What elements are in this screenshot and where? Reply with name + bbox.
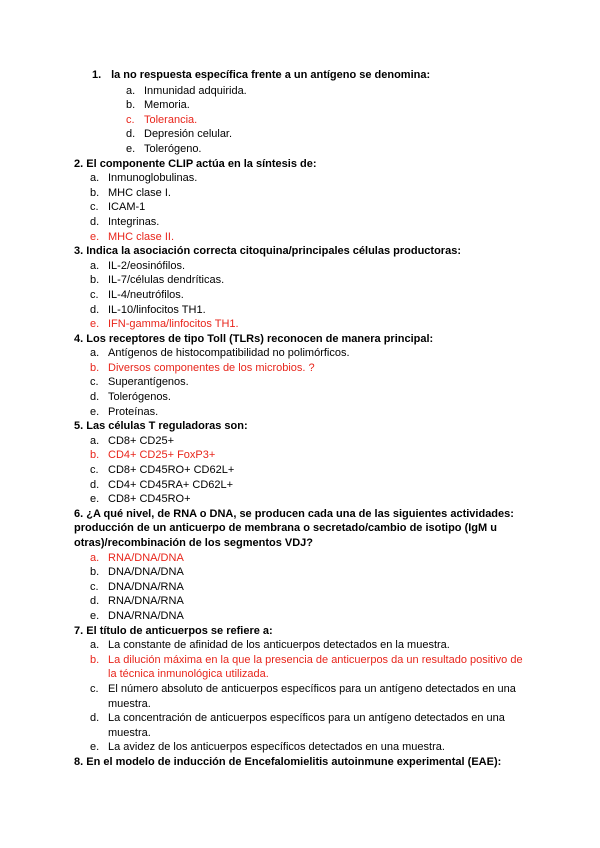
option-list bbox=[0, 434, 600, 507]
option-letter: c. bbox=[90, 376, 99, 389]
option-list bbox=[0, 551, 600, 624]
option-letter: d. bbox=[90, 215, 100, 228]
option-text: CD8+ CD45RO+ CD62L+ bbox=[108, 464, 235, 477]
option-item bbox=[0, 186, 600, 201]
option-item bbox=[0, 98, 600, 113]
option-text: Memoria. bbox=[144, 99, 190, 112]
question-block bbox=[0, 157, 600, 245]
option-letter: c. bbox=[90, 288, 99, 301]
option-letter: a. bbox=[90, 639, 100, 652]
question-number: 3. bbox=[74, 245, 84, 258]
option-text: RNA/DNA/RNA bbox=[108, 595, 184, 608]
question-text: En el modelo de inducción de Encefalomielitis autoinmune experimental (EAE): bbox=[86, 755, 502, 768]
option-letter: b. bbox=[90, 186, 100, 199]
question-text: El componente CLIP actúa en la síntesis de: bbox=[86, 157, 317, 170]
option-text: IL-10/linfocitos TH1. bbox=[108, 303, 206, 316]
option-item bbox=[0, 259, 600, 274]
option-letter: d. bbox=[90, 391, 100, 404]
option-text: Tolerógenos. bbox=[108, 391, 171, 404]
option-text: Inmunidad adquirida. bbox=[144, 84, 247, 97]
option-item bbox=[0, 200, 600, 215]
question-block bbox=[0, 244, 600, 332]
option-letter: d. bbox=[90, 712, 100, 725]
option-text: IL-7/células dendríticas. bbox=[108, 274, 225, 287]
question-text: ¿A qué nivel, de RNA o DNA, se producen cada una de las siguientes actividades: producción de un anticuerpo de membrana o secretado/cambio de isotipo (IgM u otras)/recombinación de los segmentos VDJ? bbox=[74, 507, 514, 549]
option-letter: a. bbox=[90, 259, 100, 272]
option-text: Superantígenos. bbox=[108, 376, 189, 389]
option-item bbox=[0, 478, 600, 493]
question-text: Indica la asociación correcta citoquina/principales células productoras: bbox=[86, 245, 461, 258]
question-text: Los receptores de tipo Toll (TLRs) reconocen de manera principal: bbox=[86, 332, 434, 345]
question-number: 4. bbox=[74, 332, 84, 345]
question-number: 7. bbox=[74, 624, 84, 637]
option-text: IL-2/eosinófilos. bbox=[108, 259, 186, 272]
option-letter: e. bbox=[126, 142, 136, 155]
option-text: Inmunoglobulinas. bbox=[108, 172, 198, 185]
option-item bbox=[0, 434, 600, 449]
question-block bbox=[0, 332, 600, 420]
question-block bbox=[0, 68, 600, 157]
question-heading bbox=[0, 244, 600, 259]
option-item bbox=[0, 215, 600, 230]
exam-document bbox=[0, 68, 600, 770]
question-text: la no respuesta específica frente a un antígeno se denomina: bbox=[111, 69, 431, 81]
option-item bbox=[0, 740, 600, 755]
option-item bbox=[0, 303, 600, 318]
question-number: 6. bbox=[74, 507, 84, 520]
option-letter: c. bbox=[126, 113, 135, 126]
question-heading bbox=[0, 624, 600, 639]
option-letter: b. bbox=[90, 653, 100, 666]
option-text: DNA/DNA/RNA bbox=[108, 580, 184, 593]
option-item-correct bbox=[0, 113, 600, 128]
option-letter: c. bbox=[90, 682, 99, 695]
option-list bbox=[0, 259, 600, 332]
question-heading bbox=[0, 68, 600, 83]
option-letter: d. bbox=[126, 128, 136, 141]
option-text: CD4+ CD25+ FoxP3+ bbox=[108, 449, 216, 462]
option-item bbox=[0, 609, 600, 624]
option-letter: d. bbox=[90, 478, 100, 491]
question-block bbox=[0, 419, 600, 507]
option-text: IFN-gamma/linfocitos TH1. bbox=[108, 318, 239, 331]
option-item bbox=[0, 594, 600, 609]
option-item-correct bbox=[0, 653, 600, 682]
option-text: MHC clase I. bbox=[108, 186, 171, 199]
option-letter: b. bbox=[126, 99, 136, 112]
option-text: Antígenos de histocompatibilidad no polimórficos. bbox=[108, 347, 350, 360]
option-text: La constante de afinidad de los anticuerpos detectados en la muestra. bbox=[108, 639, 450, 652]
option-item bbox=[0, 171, 600, 186]
option-item bbox=[0, 288, 600, 303]
question-heading bbox=[0, 332, 600, 347]
option-letter: e. bbox=[90, 609, 100, 622]
option-text: El número absoluto de anticuerpos específicos para un antígeno detectados en una muestra. bbox=[108, 682, 516, 710]
option-item bbox=[0, 127, 600, 142]
option-item bbox=[0, 405, 600, 420]
option-text: ICAM-1 bbox=[108, 201, 146, 214]
option-item bbox=[0, 390, 600, 405]
question-number: 1. bbox=[92, 69, 102, 81]
option-letter: a. bbox=[90, 347, 100, 360]
option-letter: c. bbox=[90, 464, 99, 477]
option-text: CD8+ CD25+ bbox=[108, 434, 175, 447]
option-text: Proteínas. bbox=[108, 405, 159, 418]
question-number: 8. bbox=[74, 755, 84, 768]
option-item-correct bbox=[0, 317, 600, 332]
option-list bbox=[0, 171, 600, 244]
option-item bbox=[0, 142, 600, 157]
option-text: La avidez de los anticuerpos específicos detectados en una muestra. bbox=[108, 741, 445, 754]
option-list bbox=[0, 84, 600, 157]
question-number: 5. bbox=[74, 420, 84, 433]
option-letter: e. bbox=[90, 741, 100, 754]
option-item bbox=[0, 375, 600, 390]
option-item bbox=[0, 492, 600, 507]
option-item bbox=[0, 638, 600, 653]
option-letter: c. bbox=[90, 580, 99, 593]
option-text: La concentración de anticuerpos específicos para un antígeno detectados en una muestra. bbox=[108, 712, 505, 739]
option-letter: b. bbox=[90, 274, 100, 287]
question-heading bbox=[0, 419, 600, 434]
option-item-correct bbox=[0, 551, 600, 566]
question-heading bbox=[0, 755, 600, 770]
option-letter: a. bbox=[126, 84, 136, 97]
option-item bbox=[0, 346, 600, 361]
option-letter: d. bbox=[90, 303, 100, 316]
option-item bbox=[0, 273, 600, 288]
option-letter: e. bbox=[90, 493, 100, 506]
option-item-correct bbox=[0, 230, 600, 245]
option-item bbox=[0, 711, 600, 740]
option-item bbox=[0, 580, 600, 595]
option-letter: d. bbox=[90, 595, 100, 608]
option-text: Diversos componentes de los microbios. ? bbox=[108, 361, 315, 374]
option-text: RNA/DNA/DNA bbox=[108, 551, 184, 564]
question-number: 2. bbox=[74, 157, 84, 170]
question-block bbox=[0, 507, 600, 624]
option-text: Tolerógeno. bbox=[144, 142, 202, 155]
option-text: CD4+ CD45RA+ CD62L+ bbox=[108, 478, 234, 491]
option-item bbox=[0, 565, 600, 580]
option-text: Depresión celular. bbox=[144, 128, 233, 141]
option-text: Integrinas. bbox=[108, 215, 160, 228]
option-letter: b. bbox=[90, 566, 100, 579]
option-text: La dilución máxima en la que la presencia de anticuerpos da un resultado positivo de la técnica inmunológica utilizada. bbox=[108, 653, 523, 681]
option-letter: b. bbox=[90, 449, 100, 462]
option-text: DNA/DNA/DNA bbox=[108, 566, 184, 579]
option-item-correct bbox=[0, 361, 600, 376]
question-heading bbox=[0, 157, 600, 172]
question-heading bbox=[0, 507, 600, 551]
option-item bbox=[0, 84, 600, 99]
option-item bbox=[0, 682, 600, 711]
option-letter: a. bbox=[90, 551, 100, 564]
option-letter: e. bbox=[90, 230, 100, 243]
option-letter: b. bbox=[90, 361, 100, 374]
option-text: Tolerancia. bbox=[144, 113, 198, 126]
option-list bbox=[0, 346, 600, 419]
option-letter: e. bbox=[90, 318, 100, 331]
option-list bbox=[0, 638, 600, 755]
question-block bbox=[0, 624, 600, 755]
option-text: IL-4/neutrófilos. bbox=[108, 288, 184, 301]
question-text: Las células T reguladoras son: bbox=[86, 420, 248, 433]
question-block bbox=[0, 755, 600, 770]
option-text: CD8+ CD45RO+ bbox=[108, 493, 191, 506]
option-letter: e. bbox=[90, 405, 100, 418]
option-text: MHC clase II. bbox=[108, 230, 175, 243]
option-item bbox=[0, 463, 600, 478]
option-letter: c. bbox=[90, 201, 99, 214]
option-text: DNA/RNA/DNA bbox=[108, 609, 184, 622]
option-letter: a. bbox=[90, 434, 100, 447]
option-letter: a. bbox=[90, 172, 100, 185]
question-text: El título de anticuerpos se refiere a: bbox=[86, 624, 273, 637]
option-item-correct bbox=[0, 448, 600, 463]
